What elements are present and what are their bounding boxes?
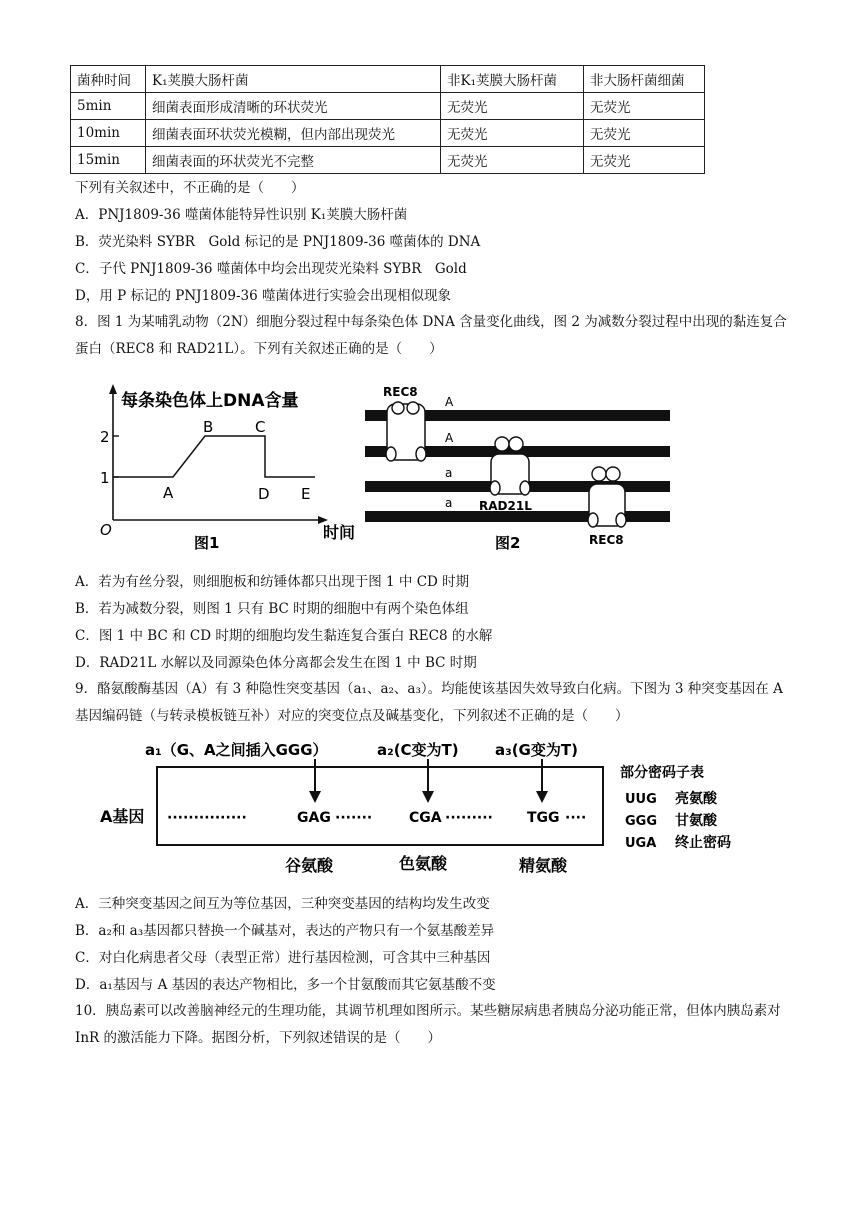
point-label: A <box>163 484 174 502</box>
origin-label: O <box>100 521 112 539</box>
table-cell: 无荧光 <box>441 120 584 147</box>
rec8-label: REC8 <box>383 385 418 399</box>
table-header-row <box>71 66 705 93</box>
amino-acid-label: 谷氨酸 <box>285 856 334 875</box>
gene-label: A基因 <box>100 807 145 826</box>
gene-box <box>157 767 603 845</box>
chromatid-label: A <box>445 395 454 409</box>
table-cell: 无荧光 <box>584 120 705 147</box>
table-cell: 5min <box>71 93 146 120</box>
rec8-complex <box>588 467 626 527</box>
q9-option-b: B．a₂和 a₃基因都只替换一个碱基对，表达的产物只有一个氨基酸差异 <box>75 923 495 939</box>
svg-text:···············: ··············· <box>167 810 247 826</box>
codon-table-code: GGG <box>625 814 658 829</box>
y-tick-label: 2 <box>100 428 110 446</box>
table-cell: 无荧光 <box>584 147 705 174</box>
svg-text:·········: ········· <box>445 810 493 826</box>
codon-table-meaning: 终止密码 <box>675 835 731 851</box>
x-axis-label: 时间 <box>323 523 356 542</box>
q7-option-b: B．荧光染料 SYBR Gold 标记的是 PNJ1809-36 噬菌体的 DNA <box>75 234 481 250</box>
figure-caption: 图2 <box>495 534 521 552</box>
y-axis-label: 每条染色体上DNA含量 <box>121 391 299 411</box>
figure-1-dna-curve <box>95 378 356 553</box>
q7-option-a: A．PNJ1809-36 噬菌体能特异性识别 K₁荚膜大肠杆菌 <box>75 207 408 223</box>
q9-option-c: C．对白化病患者父母（表型正常）进行基因检测，可含其中三种基因 <box>75 950 491 966</box>
table-cell: 细菌表面的环状荧光不完整 <box>146 147 441 174</box>
table-cell: 无荧光 <box>441 93 584 120</box>
table-cell: 细菌表面形成清晰的环状荧光 <box>146 93 441 120</box>
table-cell: 无荧光 <box>584 93 705 120</box>
q7-option-c: C．子代 PNJ1809-36 噬菌体中均会出现荧光染料 SYBR Gold <box>75 261 467 277</box>
table-cell: 无荧光 <box>441 147 584 174</box>
chromatid-label: a <box>445 496 453 510</box>
chromatid-label: A <box>445 431 454 445</box>
rad21l-complex <box>490 437 530 495</box>
mutation-label-a2: a₂(C变为T) <box>377 741 459 759</box>
table-cell: 15min <box>71 147 146 174</box>
amino-acid-label: 色氨酸 <box>399 854 448 873</box>
q9-stem: 9．酪氨酸酶基因（A）有 3 种隐性突变基因（a₁、a₂、a₃）。均能使该基因失效导致白化病。下图为 3 种突变基因在 A 基因编码链（与转录模板链互补）对应的突变位点及碱基变化，下列叙述不正确的是（ ） <box>75 681 783 724</box>
y-axis-arrow <box>109 384 117 394</box>
chromatid-label: a <box>445 466 453 480</box>
table-header-cell: 非K₁荚膜大肠杆菌 <box>441 66 584 93</box>
point-label: D <box>258 485 270 503</box>
mutation-label-a1: a₁（G、A之间插入GGG） <box>145 741 328 759</box>
q8-stem: 8．图 1 为某哺乳动物（2N）细胞分裂过程中每条染色体 DNA 含量变化曲线，图 2 为减数分裂过程中出现的黏连复合蛋白（REC8 和 RAD21L）。下列有关叙述正确的是（ ） <box>75 314 787 357</box>
point-label: C <box>255 418 266 436</box>
codon-gag: GAG <box>297 810 331 826</box>
table-row <box>71 93 705 120</box>
q8-option-c: C．图 1 中 BC 和 CD 时期的细胞均发生黏连复合蛋白 REC8 的水解 <box>75 628 493 644</box>
table-row <box>71 147 705 174</box>
rad21l-label: RAD21L <box>479 499 532 513</box>
figure-caption: 图1 <box>194 534 220 552</box>
svg-text:·······: ······· <box>335 810 373 826</box>
table-cell: 10min <box>71 120 146 147</box>
q8-option-a: A．若为有丝分裂，则细胞板和纺锤体都只出现于图 1 中 CD 时期 <box>75 574 470 590</box>
q9-option-a: A．三种突变基因之间互为等位基因，三种突变基因的结构均发生改变 <box>75 896 490 912</box>
table-header-cell: 非大肠杆菌细菌 <box>584 66 705 93</box>
y-tick-label: 1 <box>100 469 110 487</box>
mutation-label-a3: a₃(G变为T) <box>495 741 578 759</box>
q7-stem: 下列有关叙述中，不正确的是（ ） <box>75 180 305 196</box>
codon-tgg: TGG <box>527 810 560 826</box>
table-header-cell: 菌种时间 <box>71 66 146 93</box>
q8-option-b: B．若为减数分裂，则图 1 只有 BC 时期的细胞中有两个染色体组 <box>75 601 469 617</box>
point-label: B <box>203 418 214 436</box>
codon-cga: CGA <box>409 810 442 826</box>
codon-table-meaning: 甘氨酸 <box>675 813 717 829</box>
amino-acid-label: 精氨酸 <box>519 856 568 875</box>
table-cell: 细菌表面环状荧光模糊，但内部出现荧光 <box>146 120 441 147</box>
rec8-label: REC8 <box>589 533 624 547</box>
q10-stem: 10．胰岛素可以改善脑神经元的生理功能，其调节机理如图所示。某些糖尿病患者胰岛分泌功能正常，但体内胰岛素对 InR 的激活能力下降。据图分析，下列叙述错误的是（ ） <box>75 1003 781 1046</box>
figure-gene-mutation <box>95 735 755 880</box>
table-row <box>71 120 705 147</box>
q9-option-d: D．a₁基因与 A 基因的表达产物相比，多一个甘氨酸而其它氨基酸不变 <box>75 977 496 993</box>
dna-content-line <box>113 436 315 477</box>
rec8-complex <box>386 402 426 461</box>
codon-table-code: UGA <box>625 836 657 851</box>
q8-option-d: D．RAD21L 水解以及同源染色体分离都会发生在图 1 中 BC 时期 <box>75 655 477 671</box>
codon-table-meaning: 亮氨酸 <box>675 791 717 807</box>
table-header-cell: K₁荚膜大肠杆菌 <box>146 66 441 93</box>
codon-table-code: UUG <box>625 792 657 807</box>
codon-table-title: 部分密码子表 <box>620 765 704 781</box>
figure-2-cohesin <box>365 382 675 554</box>
fluorescence-table <box>70 65 705 174</box>
point-label: E <box>301 485 311 503</box>
svg-text:····: ···· <box>565 810 587 826</box>
q7-option-d: D，用 P 标记的 PNJ1809-36 噬菌体进行实验会出现相似现象 <box>75 288 451 304</box>
